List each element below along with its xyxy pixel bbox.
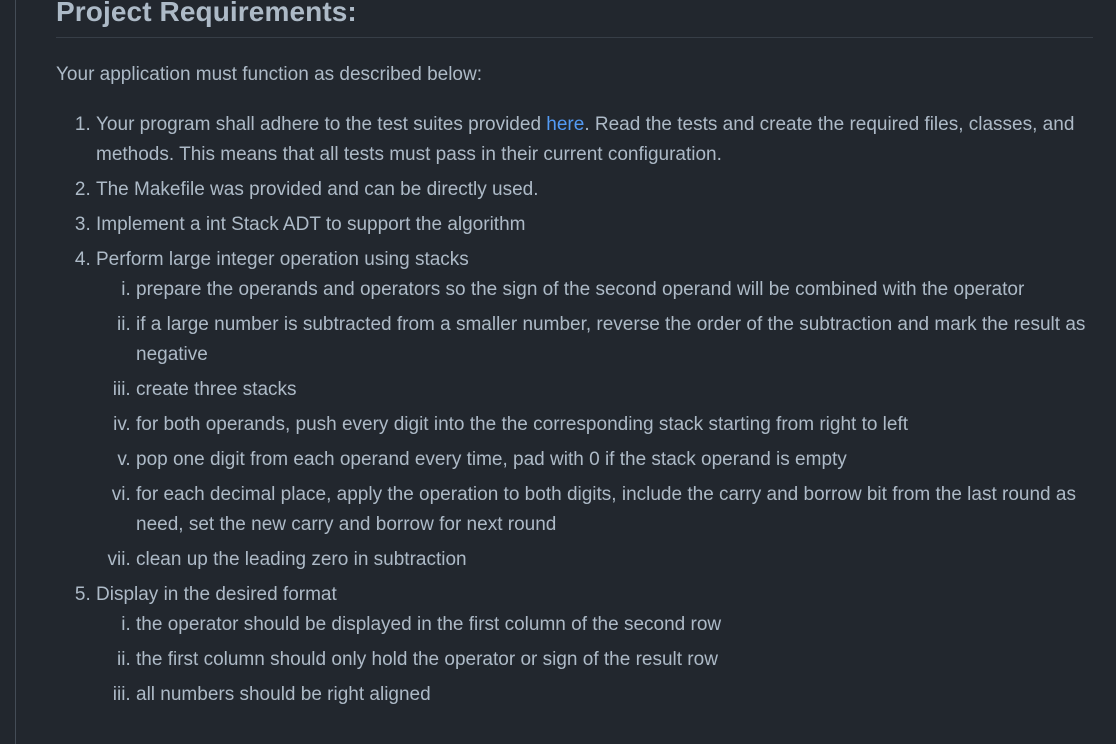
requirement-5-text: Display in the desired format — [96, 584, 337, 605]
requirement-1-text-end: . Read the tests and create the required files, classes, and methods. This means that all tests must pass in their current configuration. — [96, 114, 1075, 165]
intro-paragraph: Your application must function as described below: — [56, 64, 482, 85]
sub-item: vii. clean up the leading zero in subtraction — [136, 545, 1111, 575]
sub-item: i. prepare the operands and operators so the sign of the second operand will be combined with the operator — [136, 275, 1111, 305]
sub-item: iii. all numbers should be right aligned — [136, 680, 1111, 710]
test-suites-link[interactable]: here — [546, 114, 585, 135]
left-border-divider — [15, 0, 16, 744]
requirement-item-1 — [96, 110, 1111, 170]
requirement-1-text-start: Your program shall adhere to the test suites provided — [96, 114, 547, 135]
requirement-item-4 — [96, 245, 1111, 575]
sub-item: i. the operator should be displayed in the first column of the second row — [136, 610, 1111, 640]
section-heading: Project Requirements: — [56, 0, 357, 27]
requirements-list — [56, 110, 1111, 710]
requirement-item-3 — [96, 210, 1111, 240]
sub-item: iii. create three stacks — [136, 375, 1111, 405]
sub-item: ii. if a large number is subtracted from a smaller number, reverse the order of the subtraction and mark the result as negative — [136, 310, 1111, 370]
requirement-3-text: Implement a int Stack ADT to support the algorithm — [96, 214, 526, 235]
requirement-4-sublist — [96, 275, 1111, 575]
requirement-5-sublist — [96, 610, 1111, 710]
sub-item: v. pop one digit from each operand every time, pad with 0 if the stack operand is empty — [136, 445, 1111, 475]
sub-item: iv. for both operands, push every digit into the the corresponding stack starting from right to left — [136, 410, 1111, 440]
requirement-4-text: Perform large integer operation using stacks — [96, 249, 469, 270]
sub-item: ii. the first column should only hold the operator or sign of the result row — [136, 645, 1111, 675]
requirement-2-text: The Makefile was provided and can be directly used. — [96, 179, 539, 200]
requirement-item-2 — [96, 175, 1111, 205]
heading-divider — [56, 37, 1093, 38]
requirement-item-5 — [96, 580, 1111, 710]
sub-item: vi. for each decimal place, apply the operation to both digits, include the carry and borrow bit from the last round as need, set the new carry and borrow for next round — [136, 480, 1111, 540]
